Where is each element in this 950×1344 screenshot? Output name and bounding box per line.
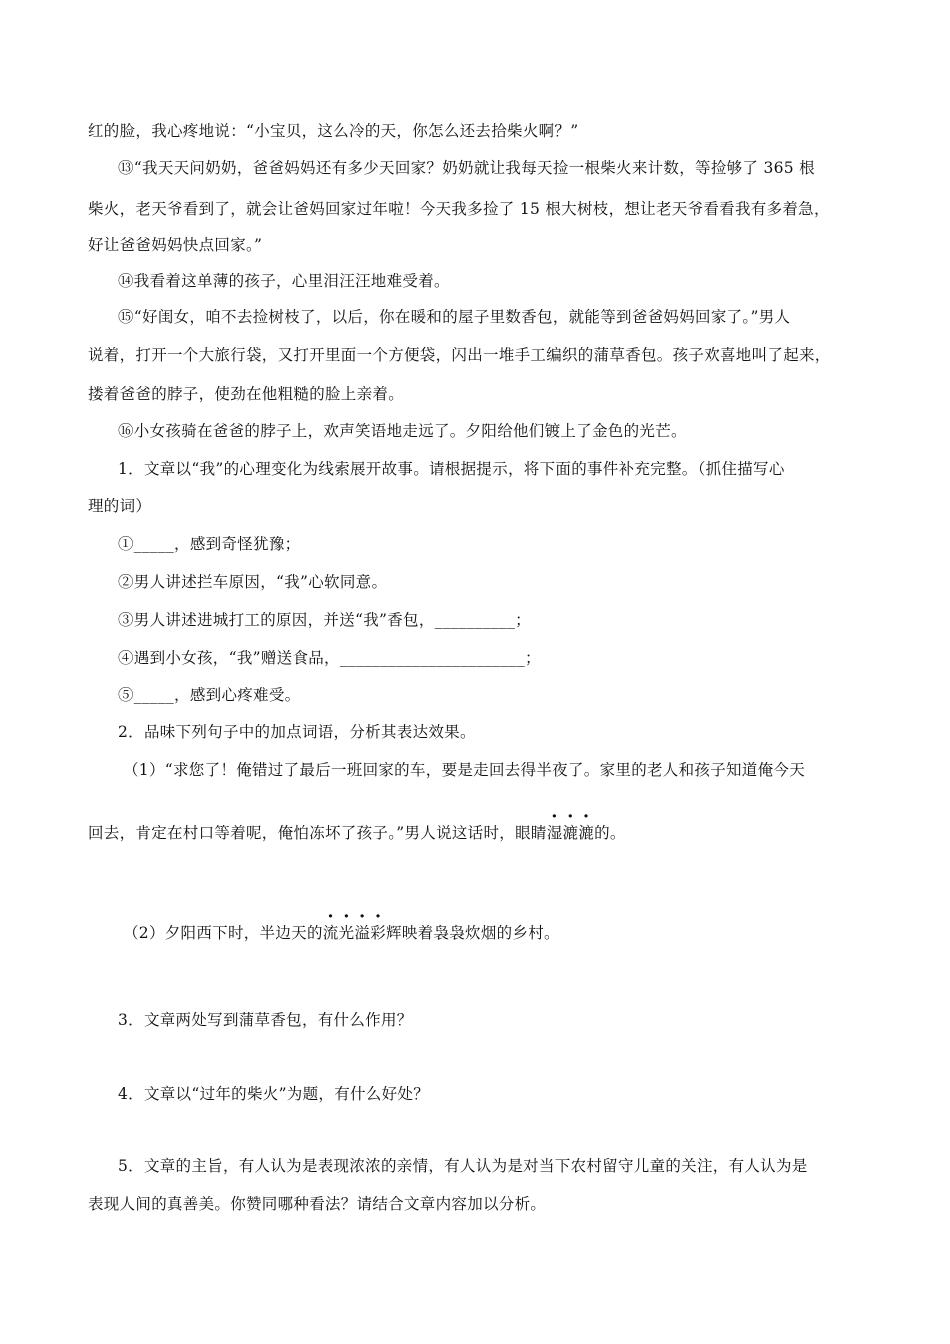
emphasis-char: 漉 [578, 824, 595, 842]
paragraph-13-line-2: 柴火，老天爷看到了，就会让爸妈回家过年啦！今天我多捡了 15 根大树枝，想让老天爷看看我有多着急， [88, 200, 830, 218]
paragraph-15-line-3: 搂着爸爸的脖子，使劲在他粗糙的脸上亲着。 [88, 385, 405, 403]
question-2-2-text-end: 辉映着袅袅炊烟的乡村。 [386, 924, 560, 942]
emphasis-char: 光 [338, 924, 355, 942]
question-1-item-3: ③男人讲述进城打工的原因，并送“我”香包，__________； [118, 611, 531, 629]
question-4: 4．文章以“过年的柴火”为题，有什么好处？ [118, 1085, 430, 1103]
paragraph-16: ⑯小女孩骑在爸爸的脖子上，欢声笑语地走远了。夕阳给他们镀上了金色的光芒。 [118, 422, 687, 440]
question-5-line-1: 5．文章的主旨，有人认为是表现浓浓的亲情，有人认为是对当下农村留守儿童的关注，有人认为是 [118, 1157, 808, 1175]
question-1-item-1: ①_____，感到奇怪犹豫； [118, 535, 301, 553]
question-5-line-2: 表现人间的真善美。你赞同哪种看法？请结合文章内容加以分析。 [88, 1195, 547, 1213]
passage-line: 红的脸，我心疼地说：“小宝贝，这么冷的天，你怎么还去拾柴火啊？” [88, 122, 579, 140]
question-1-item-5: ⑤_____，感到心疼难受。 [118, 686, 301, 704]
paragraph-13-line-3: 好让爸爸妈妈快点回家。” [88, 236, 263, 254]
question-2: 2．品味下列句子中的加点词语，分析其表达效果。 [118, 723, 476, 741]
emphasis-char: 溢 [354, 924, 371, 942]
question-2-1-line-2 [88, 822, 868, 844]
question-2-1-text-end: 的。 [594, 824, 626, 842]
question-2-1-line-1: （1）“求您了！俺错过了最后一班回家的车，要是走回去得半夜了。家里的老人和孩子知道俺今天 [123, 761, 805, 779]
question-3: 3．文章两处写到蒲草香包，有什么作用？ [118, 1011, 413, 1029]
paragraph-13-line-1: ⑬“我天天问奶奶，爸爸妈妈还有多少天回家？奶奶就让我每天捡一根柴火来计数，等捡够了 365 根 [118, 159, 815, 177]
question-1-line-1: 1．文章以“我”的心理变化为线索展开故事。请根据提示，将下面的事件补充完整。（抓住描写心 [118, 460, 785, 478]
question-2-2 [123, 922, 903, 944]
emphasis-char: 彩 [370, 924, 387, 942]
emphasis-char: 漉 [562, 824, 579, 842]
emphasis-char: 湿 [546, 824, 563, 842]
question-2-2-text: （2）夕阳西下时，半边天的 [123, 924, 323, 942]
question-1-item-2: ②男人讲述拦车原因，“我”心软同意。 [118, 573, 388, 591]
paragraph-15-line-2: 说着，打开一个大旅行袋，又打开里面一个方便袋，闪出一堆手工编织的蒲草香包。孩子欢喜地叫了起来， [88, 346, 831, 364]
emphasis-char: 流 [322, 924, 339, 942]
question-2-1-text: 回去，肯定在村口等着呢，俺怕冻坏了孩子。”男人说这话时，眼睛 [88, 824, 547, 842]
question-1-item-4: ④遇到小女孩，“我”赠送食品，_______________________； [118, 649, 541, 667]
paragraph-15-line-1: ⑮“好闺女，咱不去捡树枝了，以后，你在暖和的屋子里数香包，就能等到爸爸妈妈回家了。”男人 [118, 308, 791, 326]
question-1-line-2: 理的词） [88, 497, 152, 515]
paragraph-14: ⑭我看着这单薄的孩子，心里泪汪汪地难受着。 [118, 272, 450, 290]
